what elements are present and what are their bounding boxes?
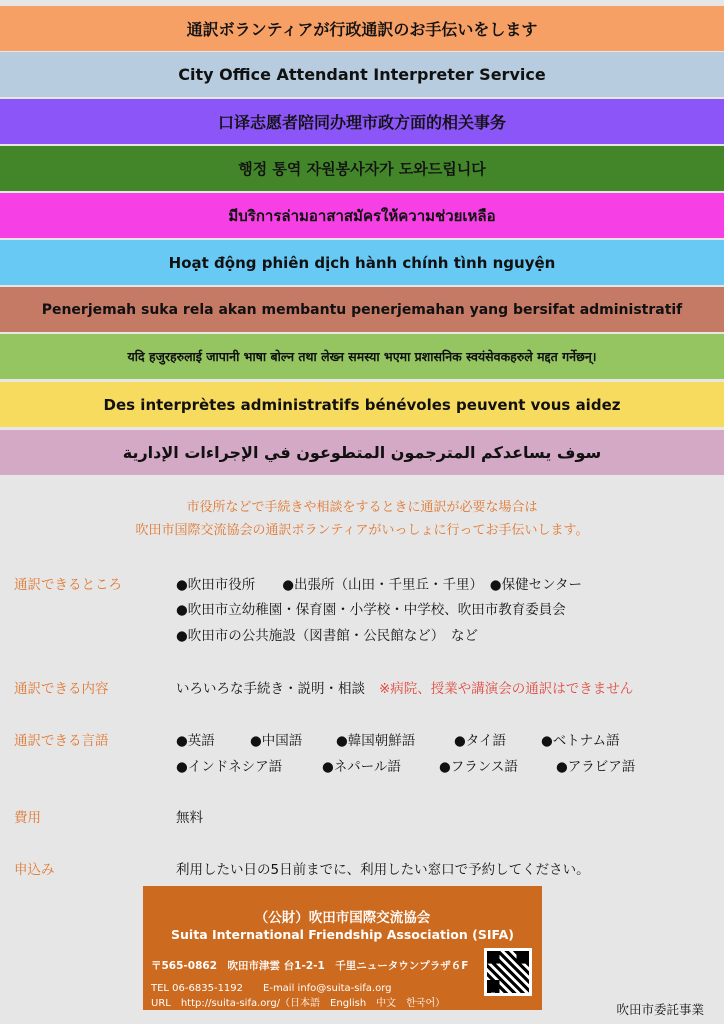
sifa-name-en: Suita International Friendship Association (SIFA)	[171, 927, 514, 942]
places-line-1: ●吹田市役所 ●出張所（山田・千里丘・千里） ●保健センター	[176, 577, 583, 593]
sifa-info-box	[143, 886, 542, 1010]
apply-value: 利用したい日の5日前までに、利用したい窓口で予約してください。	[176, 862, 590, 878]
content-text: いろいろな手続き・説明・相談	[176, 681, 365, 697]
apply-label: 申込み	[14, 862, 55, 878]
content-note: ※病院、授業や講演会の通訳はできません	[379, 681, 634, 697]
content-label: 通訳できる内容	[14, 681, 109, 697]
language-item: ●タイ語	[454, 733, 507, 749]
fee-label: 費用	[14, 810, 41, 826]
language-item: ●インドネシア語	[176, 759, 283, 775]
banner-vietnamese: Hoạt động phiên dịch hành chính tình nguyện	[0, 240, 724, 285]
language-item: ●フランス語	[439, 759, 518, 775]
intro-line-1: 市役所などで手続きや相談をするときに通訳が必要な場合は	[186, 500, 538, 515]
sifa-contact: TEL 06-6835-1192 E-mail info@suita-sifa.org	[151, 983, 392, 994]
places-line-2: ●吹田市立幼稚園・保育園・小学校・中学校、吹田市教育委員会	[176, 602, 566, 618]
banner-arabic: سوف يساعدكم المترجمون المتطوعون في الإجراءات الإدارية	[0, 430, 724, 475]
banner-korean: 행정 통역 자원봉사자가 도와드립니다	[0, 146, 724, 191]
language-item: ●英語	[176, 733, 215, 749]
banner-japanese: 通訳ボランティアが行政通訳のお手伝いをします	[0, 6, 724, 51]
intro-line-2: 吹田市国際交流協会の通訳ボランティアがいっしょに行ってお手伝いします。	[135, 523, 589, 538]
sifa-name-ja: （公財）吹田市国際交流協会	[254, 910, 431, 926]
language-item: ●韓国朝鮮語	[336, 733, 416, 749]
banner-nepali: यदि हजुरहरुलाई जापानी भाषा बोल्न तथा लेख्न समस्या भएमा प्रशासनिक स्वयंसेवकहरुले मद्दत गर्नेछन्।	[0, 334, 724, 379]
places-label: 通訳できるところ	[14, 577, 122, 593]
language-item: ●中国語	[250, 733, 303, 749]
banner-chinese: 口译志愿者陪同办理市政方面的相关事务	[0, 99, 724, 144]
language-item: ●ネパール語	[322, 759, 401, 775]
banner-french: Des interprètes administratifs bénévoles peuvent vous aidez	[0, 382, 724, 427]
commission-note: 吹田市委託事業	[616, 1002, 704, 1017]
banner-indonesian: Penerjemah suka rela akan membantu penerjemahan yang bersifat administratif	[0, 287, 724, 332]
places-line-3: ●吹田市の公共施設（図書館・公民館など） など	[176, 628, 479, 644]
sifa-url: URL http://suita-sifa.org/（日本語 English 中文 한국어）	[151, 998, 446, 1009]
banner-thai: มีบริการล่ามอาสาสมัครให้ความช่วยเหลือ	[0, 193, 724, 238]
qr-code	[484, 948, 532, 996]
fee-value: 無料	[176, 810, 203, 826]
sifa-address: 〒565-0862 吹田市津雲 台1-2-1 千里ニュータウンプラザ６F	[151, 960, 469, 972]
languages-label: 通訳できる言語	[14, 733, 109, 749]
banner-english: City Office Attendant Interpreter Service	[0, 52, 724, 97]
content-line	[176, 677, 633, 697]
language-item: ●ベトナム語	[541, 733, 620, 749]
language-item: ●アラビア語	[556, 759, 636, 775]
